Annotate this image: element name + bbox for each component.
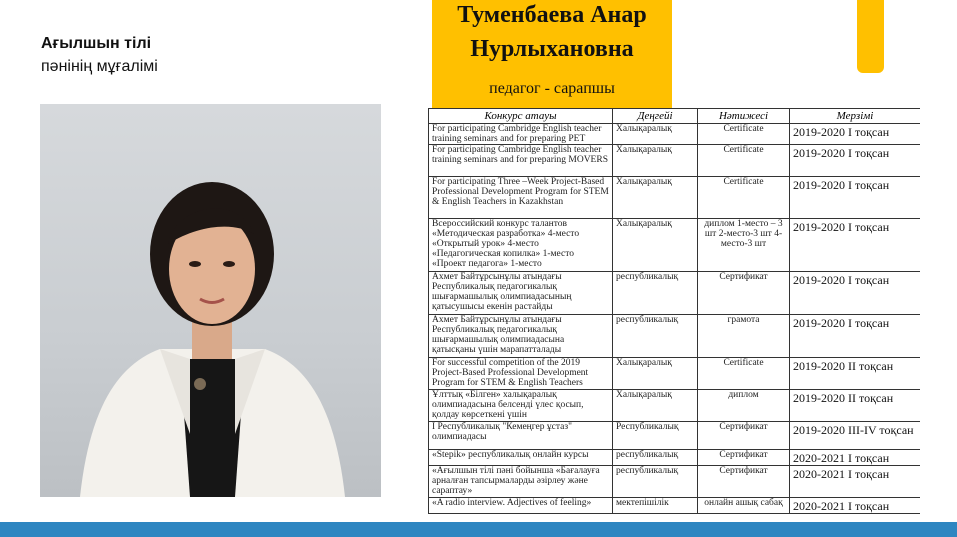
cell-level: Халықаралық	[613, 145, 698, 177]
cell-date: 2019-2020 I тоқсан	[790, 177, 921, 219]
table-row	[429, 466, 921, 498]
cell-name: Ахмет Байтұрсынұлы атындағы Республикалық педагогикалық шығармашылық олимпиадасының қатысушысы екенін растайды	[429, 272, 613, 315]
cell-result: Сертификат	[698, 422, 790, 450]
cell-name: Ұлттық «Білген» халықаралық олимпиадасына белсенді үлес қосып, қолдау көрсеткені үшін	[429, 390, 613, 422]
cell-result: диплом 1-место – 3 шт 2-место-3 шт 4-место-3 шт	[698, 219, 790, 272]
cell-level: республикалық	[613, 315, 698, 358]
cell-name: For successful competition of the 2019 Project-Based Professional Development Program for STEM & English Teachers	[429, 358, 613, 390]
table-row	[429, 219, 921, 272]
cell-date: 2020-2021 I тоқсан	[790, 498, 921, 514]
subject-title: Ағылшын тілі	[41, 35, 152, 52]
header-level: Деңгейі	[613, 109, 698, 124]
cell-level: Халықаралық	[613, 358, 698, 390]
cell-name: I Республикалық "Кемеңгер ұстаз" олимпиадасы	[429, 422, 613, 450]
cell-result: Certificate	[698, 177, 790, 219]
header-result: Нәтижесі	[698, 109, 790, 124]
cell-name: «Stepik» республикалық онлайн курсы	[429, 450, 613, 466]
cell-result: диплом	[698, 390, 790, 422]
table-row	[429, 358, 921, 390]
subject-subtitle: пәнінің мұғалімі	[41, 58, 158, 75]
teacher-role: педагог - сарапшы	[489, 80, 615, 97]
header-date: Мерзімі	[790, 109, 921, 124]
table-row	[429, 177, 921, 219]
teacher-portrait-icon	[40, 104, 381, 497]
table-row	[429, 124, 921, 145]
table-row	[429, 390, 921, 422]
cell-date: 2020-2021 I тоқсан	[790, 466, 921, 498]
cell-result: Certificate	[698, 358, 790, 390]
cell-result: Сертификат	[698, 466, 790, 498]
cell-name: For participating Cambridge English teacher training seminars and for preparing MOVERS	[429, 145, 613, 177]
cell-level: Республикалық	[613, 422, 698, 450]
cell-level: Халықаралық	[613, 390, 698, 422]
cell-result: Сертификат	[698, 272, 790, 315]
cell-result: онлайн ашық сабақ	[698, 498, 790, 514]
teacher-name-line1: Туменбаева Анар	[457, 2, 647, 28]
cell-name: Всероссийский конкурс талантов «Методическая разработка» 4-место «Открытый урок» 4-место «Педагогическая копилка» 1-место «Проект педагога» 1-место	[429, 219, 613, 272]
cell-level: Халықаралық	[613, 177, 698, 219]
cell-level: республикалық	[613, 450, 698, 466]
table-row	[429, 145, 921, 177]
cell-name: For participating Cambridge English teacher training seminars and for preparing PET	[429, 124, 613, 145]
table-row	[429, 315, 921, 358]
cell-date: 2019-2020 I тоқсан	[790, 124, 921, 145]
table-row	[429, 272, 921, 315]
cell-date: 2020-2021 I тоқсан	[790, 450, 921, 466]
cell-date: 2019-2020 I тоқсан	[790, 145, 921, 177]
bottom-bar	[0, 522, 957, 537]
cell-name: Ахмет Байтұрсынұлы атындағы Республикалық педагогикалық шығармашылық олимпиадасына қатысқаны үшін марапатталады	[429, 315, 613, 358]
accent-bar	[857, 0, 884, 73]
cell-name: For participating Three –Week Project-Based Professional Development Program for STEM & English Teachers in Kazakhstan	[429, 177, 613, 219]
cell-level: Халықаралық	[613, 219, 698, 272]
teacher-name-card	[432, 0, 672, 108]
cell-date: 2019-2020 I тоқсан	[790, 315, 921, 358]
cell-level: республикалық	[613, 272, 698, 315]
cell-date: 2019-2020 III-IV тоқсан	[790, 422, 921, 450]
cell-level: мектепішілік	[613, 498, 698, 514]
cell-result: Certificate	[698, 145, 790, 177]
cell-result: Certificate	[698, 124, 790, 145]
cell-date: 2019-2020 II тоқсан	[790, 358, 921, 390]
table-header-row	[429, 109, 921, 124]
cell-level: республикалық	[613, 466, 698, 498]
cell-date: 2019-2020 II тоқсан	[790, 390, 921, 422]
achievements-table	[428, 108, 920, 514]
header-name: Конкурс атауы	[429, 109, 613, 124]
cell-name: «A radio interview. Adjectives of feeling»	[429, 498, 613, 514]
cell-result: грамота	[698, 315, 790, 358]
cell-result: Сертификат	[698, 450, 790, 466]
cell-name: «Ағылшын тілі пәні бойынша «Бағалауға арналған тапсырмаларды әзірлеу және сараптау»	[429, 466, 613, 498]
teacher-name-line2: Нурлыхановна	[470, 36, 634, 62]
teacher-photo	[40, 104, 381, 497]
cell-level: Халықаралық	[613, 124, 698, 145]
achievements-table-wrap	[428, 108, 920, 537]
table-row	[429, 498, 921, 514]
table-row	[429, 422, 921, 450]
cell-date: 2019-2020 I тоқсан	[790, 219, 921, 272]
cell-date: 2019-2020 I тоқсан	[790, 272, 921, 315]
table-row	[429, 450, 921, 466]
